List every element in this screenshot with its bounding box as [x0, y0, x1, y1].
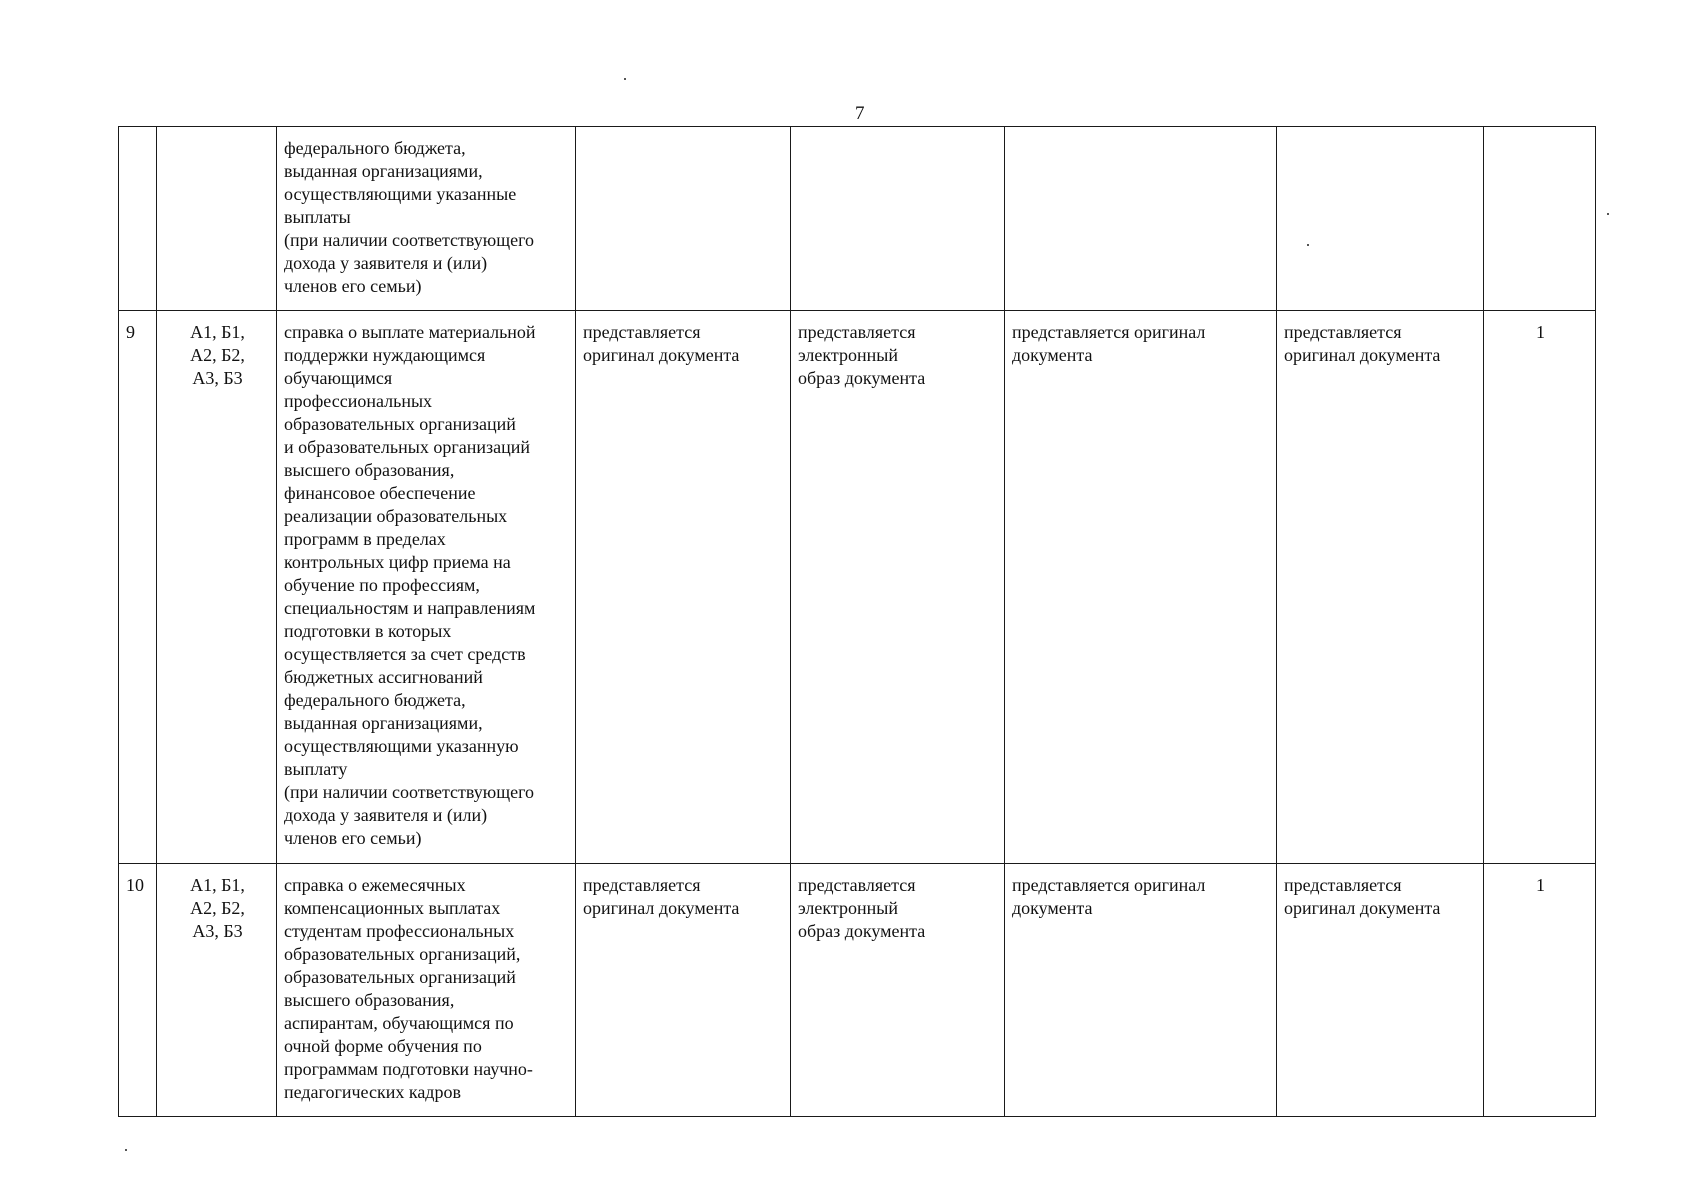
- row-number-cell: 9: [119, 311, 157, 864]
- table-row: [119, 311, 1596, 864]
- submission-cell-7: представляется оригинал документа: [1277, 864, 1484, 1117]
- category-cell: А1, Б1, А2, Б2, А3, Б3: [157, 864, 277, 1117]
- submission-cell-4: [576, 127, 791, 311]
- submission-cell-6: [1005, 127, 1277, 311]
- quantity-cell: [1484, 127, 1596, 311]
- submission-cell-4: представляется оригинал документа: [576, 864, 791, 1117]
- submission-cell-5: представляется электронный образ документа: [791, 311, 1005, 864]
- scan-speck: [1307, 244, 1309, 246]
- submission-cell-6: представляется оригинал документа: [1005, 864, 1277, 1117]
- submission-cell-7: [1277, 127, 1484, 311]
- submission-cell-7: представляется оригинал документа: [1277, 311, 1484, 864]
- category-cell: [157, 127, 277, 311]
- row-number-cell: [119, 127, 157, 311]
- scan-speck: [1607, 213, 1609, 215]
- scan-speck: [125, 1149, 127, 1151]
- scan-speck: [624, 78, 626, 80]
- category-cell: А1, Б1, А2, Б2, А3, Б3: [157, 311, 277, 864]
- document-name-cell: справка о ежемесячных компенсационных выплатах студентам профессиональных образовательных организаций, образовательных организаций высшего образования, аспирантам, обучающимся по очной форме обучения по программам подготовки научно- педагогических кадров: [277, 864, 576, 1117]
- row-number-cell: 10: [119, 864, 157, 1117]
- submission-cell-6: представляется оригинал документа: [1005, 311, 1277, 864]
- page-number: 7: [855, 103, 865, 124]
- submission-cell-5: представляется электронный образ документа: [791, 864, 1005, 1117]
- quantity-cell: 1: [1484, 311, 1596, 864]
- requirements-table: [118, 126, 1596, 1117]
- table-row: [119, 127, 1596, 311]
- quantity-cell: 1: [1484, 864, 1596, 1117]
- submission-cell-4: представляется оригинал документа: [576, 311, 791, 864]
- document-name-cell: федерального бюджета, выданная организациями, осуществляющими указанные выплаты (при наличии соответствующего дохода у заявителя и (или) членов его семьи): [277, 127, 576, 311]
- document-name-cell: справка о выплате материальной поддержки нуждающимся обучающимся профессиональных образовательных организаций и образовательных организаций высшего образования, финансовое обеспечение реализации образовательных программ в пределах контрольных цифр приема на обучение по профессиям, специальностям и направлениям подготовки в которых осуществляется за счет средств бюджетных ассигнований федерального бюджета, выданная организациями, осуществляющими указанную выплату (при наличии соответствующего дохода у заявителя и (или) членов его семьи): [277, 311, 576, 864]
- table-row: [119, 864, 1596, 1117]
- submission-cell-5: [791, 127, 1005, 311]
